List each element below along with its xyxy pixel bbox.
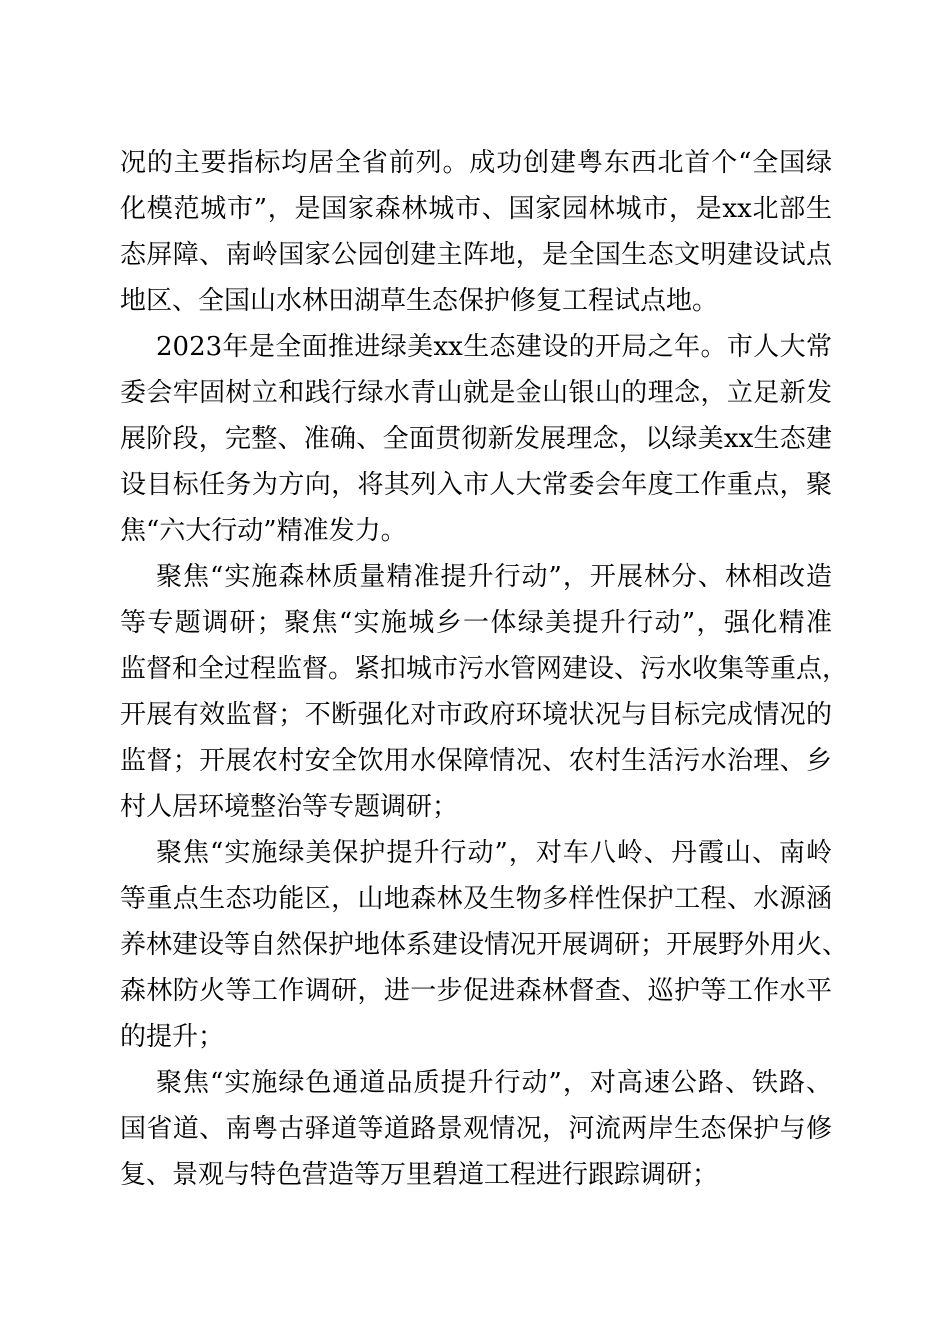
text-line: 等专题调研；聚焦“实施城乡一体绿美提升行动”，强化精准	[120, 608, 832, 638]
text-line: 村人居环境整治等专题调研；	[120, 792, 459, 822]
text-line: 国省道、南粤古驿道等道路景观情况，河流两岸生态保护与修	[120, 1114, 832, 1144]
text-line: 2023年是全面推进绿美xx生态建设的开局之年。市人大常	[156, 332, 832, 362]
text-line: 聚焦“实施绿美保护提升行动”，对车八岭、丹霞山、南岭	[156, 838, 832, 868]
text-line: 的提升；	[120, 1022, 225, 1052]
text-line: 展阶段，完整、准确、全面贯彻新发展理念，以绿美xx生态建	[120, 424, 832, 454]
paragraph-3	[120, 554, 849, 830]
text-line: 养林建设等自然保护地体系建设情况开展调研；开展野外用火、	[120, 930, 849, 960]
paragraph-1	[120, 140, 832, 324]
text-line: 况的主要指标均居全省前列。成功创建粤东西北首个“全国绿	[120, 148, 832, 178]
paragraph-4	[120, 830, 849, 1060]
text-line: 监督和全过程监督。紧扣城市污水管网建设、污水收集等重点，	[120, 654, 849, 684]
text-line: 聚焦“实施绿色通道品质提升行动”，对高速公路、铁路、	[156, 1068, 832, 1098]
text-line: 设目标任务为方向，将其列入市人大常委会年度工作重点，聚	[120, 470, 832, 500]
text-line: 复、景观与特色营造等万里碧道工程进行跟踪调研；	[120, 1160, 719, 1190]
text-line: 委会牢固树立和践行绿水青山就是金山银山的理念，立足新发	[120, 378, 832, 408]
text-line: 聚焦“实施森林质量精准提升行动”，开展林分、林相改造	[156, 562, 832, 592]
text-line: 监督；开展农村安全饮用水保障情况、农村生活污水治理、乡	[120, 746, 832, 776]
paragraph-2	[120, 324, 832, 554]
text-line: 焦“六大行动”精准发力。	[120, 516, 407, 546]
paragraph-5	[120, 1060, 832, 1198]
document-body	[120, 140, 849, 1198]
text-line: 态屏障、南岭国家公园创建主阵地，是全国生态文明建设试点	[120, 240, 832, 270]
text-line: 森林防火等工作调研，进一步促进森林督查、巡护等工作水平	[120, 976, 832, 1006]
text-line: 地区、全国山水林田湖草生态保护修复工程试点地。	[120, 286, 719, 316]
text-line: 等重点生态功能区，山地森林及生物多样性保护工程、水源涵	[120, 884, 832, 914]
text-line: 开展有效监督；不断强化对市政府环境状况与目标完成情况的	[120, 700, 832, 730]
text-line: 化模范城市”，是国家森林城市、国家园林城市，是xx北部生	[120, 194, 832, 224]
